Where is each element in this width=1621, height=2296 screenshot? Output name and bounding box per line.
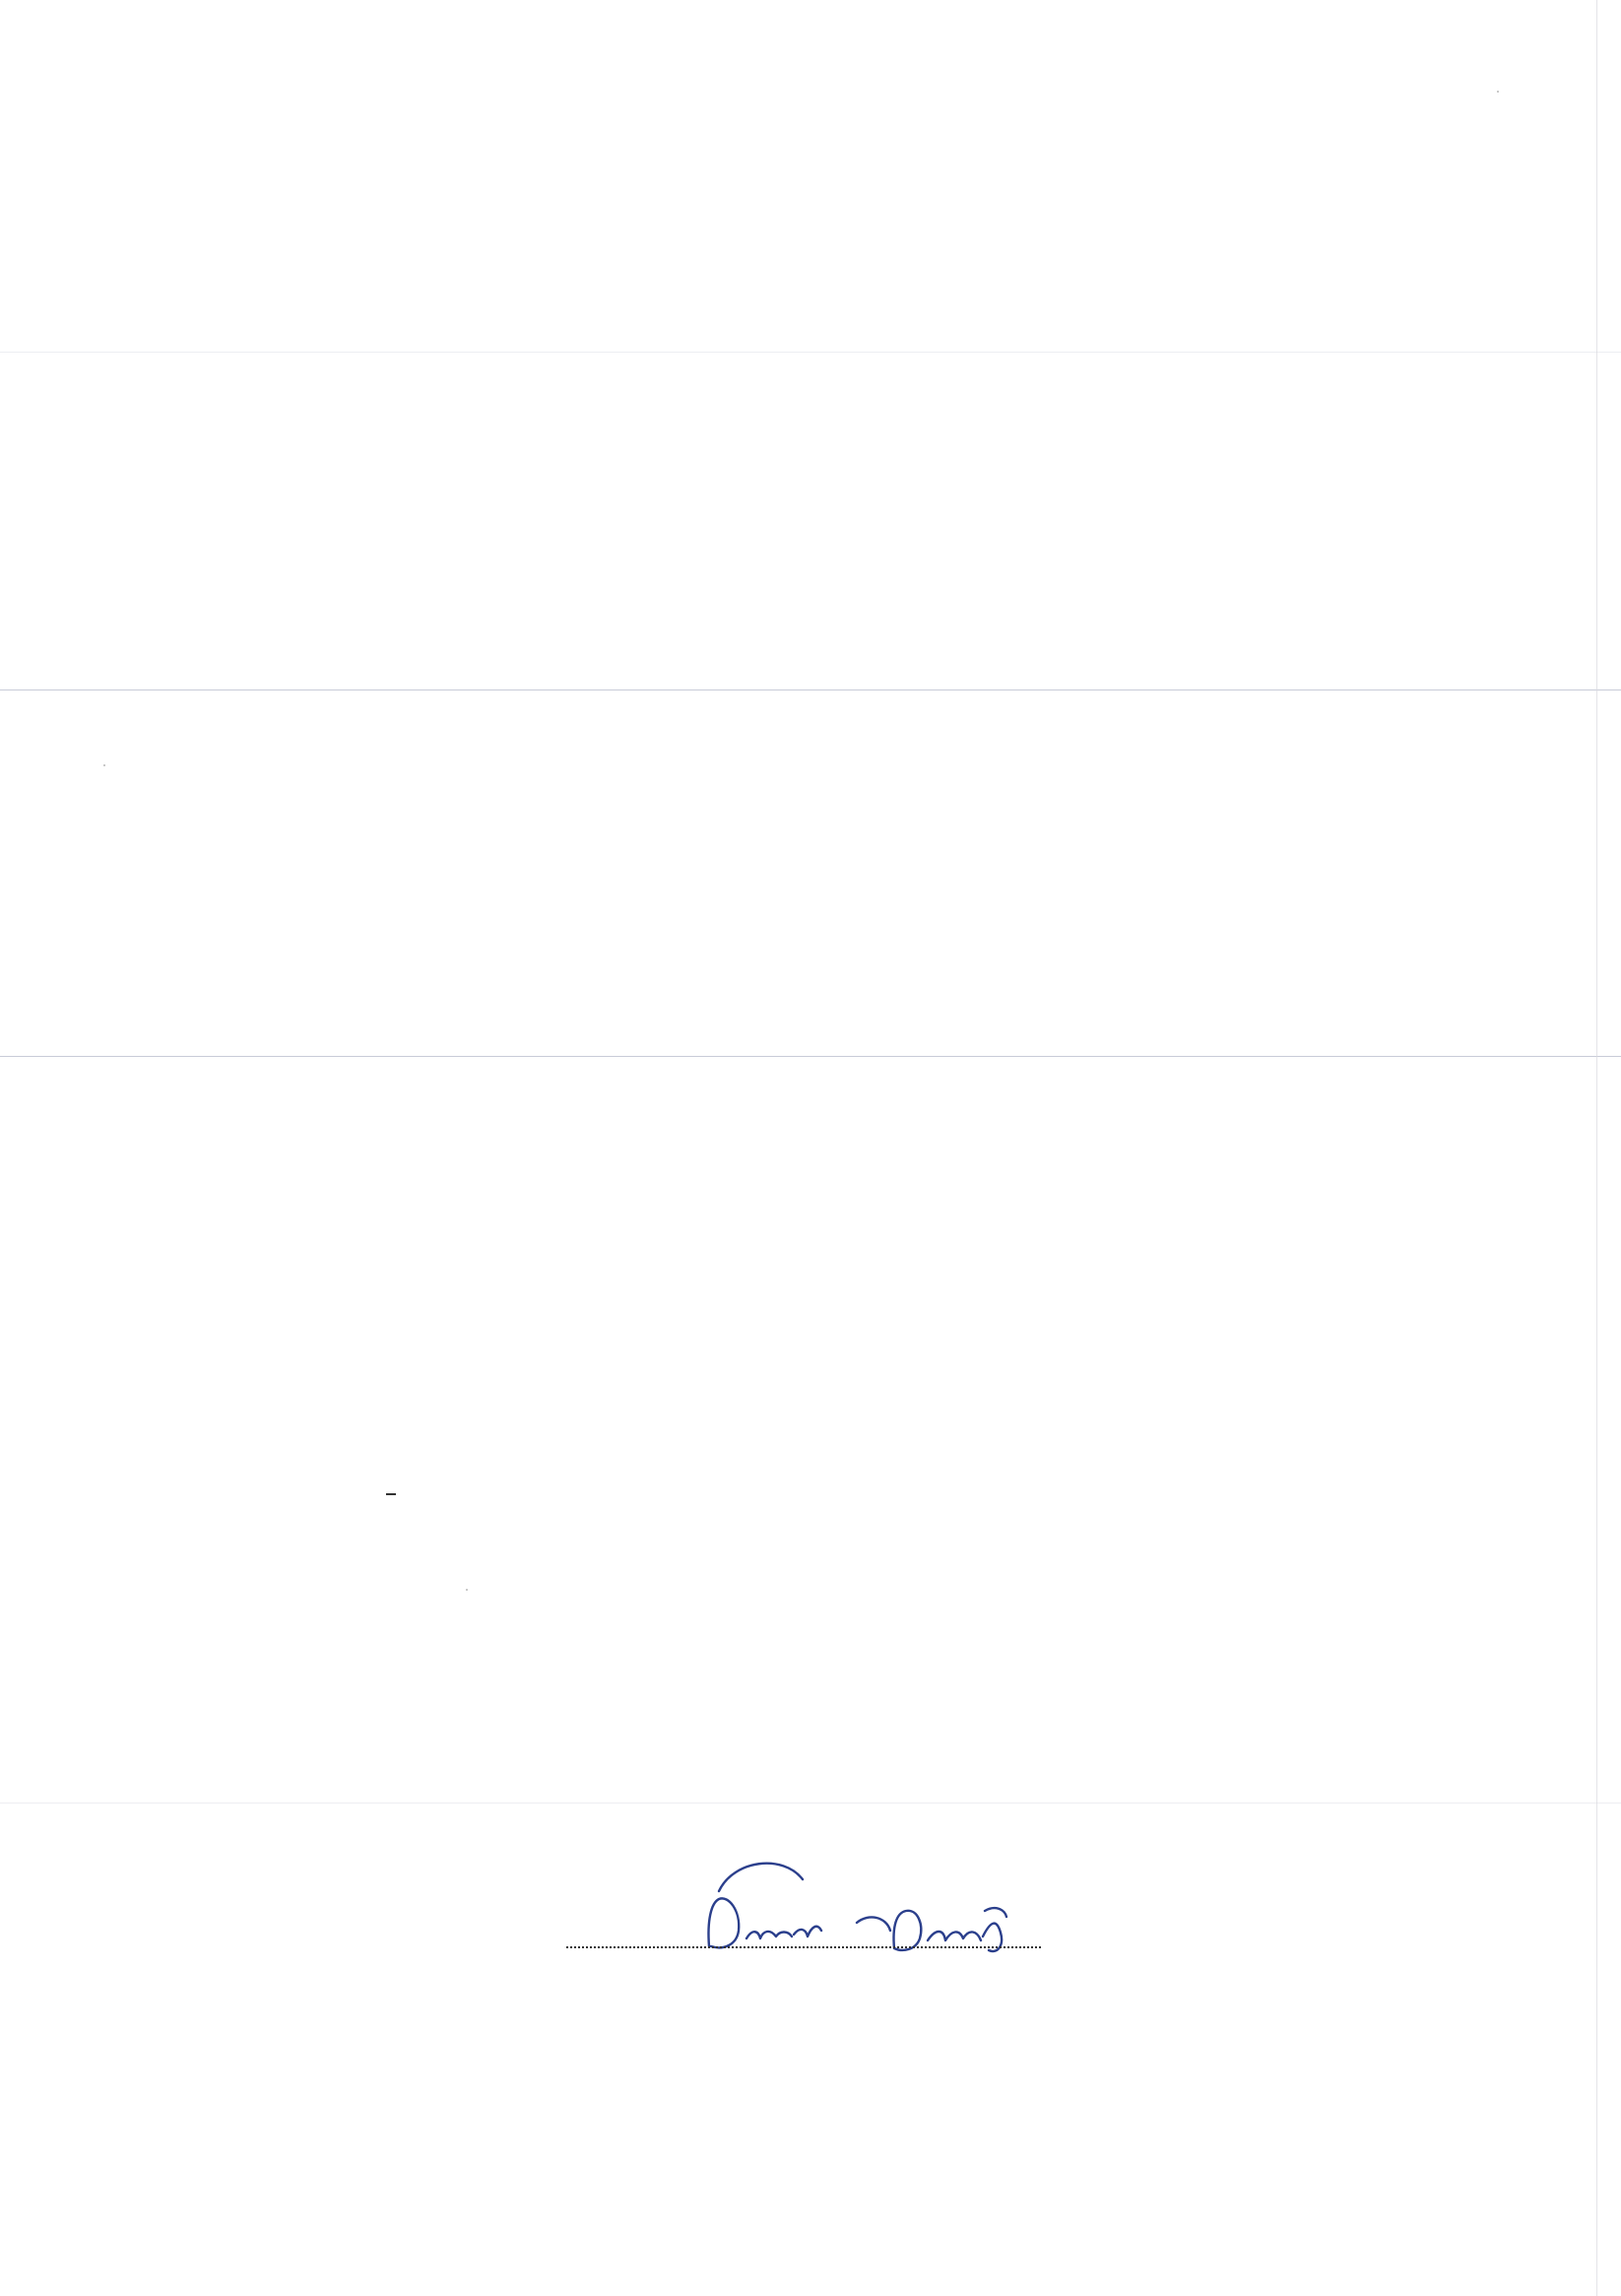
section-heading bbox=[240, 1410, 1324, 1474]
paragraph-line bbox=[293, 459, 1379, 522]
paragraph-line bbox=[293, 1253, 1379, 1316]
paragraph-line bbox=[293, 875, 1379, 938]
paragraph-line bbox=[293, 1505, 1379, 1568]
scan-speck bbox=[103, 764, 105, 766]
paragraph-line bbox=[293, 1316, 1379, 1379]
signature-line bbox=[566, 1911, 1384, 1970]
paragraph-line bbox=[293, 396, 1379, 459]
paragraph-line bbox=[293, 1064, 1379, 1127]
empty-content-dash bbox=[386, 1493, 396, 1495]
paragraph-line bbox=[293, 333, 1379, 396]
signature-dotted-line bbox=[566, 1946, 1041, 1948]
paragraph-line bbox=[293, 270, 1379, 333]
paragraph-1 bbox=[293, 207, 1379, 774]
paragraph-line bbox=[293, 749, 1379, 812]
paragraph-line bbox=[293, 585, 1379, 648]
scan-speck bbox=[466, 1589, 468, 1591]
paragraph-line bbox=[293, 648, 1379, 711]
paragraph-line bbox=[293, 812, 1379, 875]
paragraph-line bbox=[293, 207, 1379, 270]
paragraph-line bbox=[293, 938, 1379, 1001]
scan-page-edge bbox=[1596, 0, 1597, 2296]
scan-fold-line bbox=[0, 1803, 1621, 1804]
paragraph-line bbox=[293, 522, 1379, 585]
scan-speck bbox=[1497, 91, 1499, 93]
paragraph-line bbox=[293, 1190, 1379, 1253]
paragraph-line bbox=[293, 1127, 1379, 1190]
paragraph-line bbox=[293, 1001, 1379, 1064]
